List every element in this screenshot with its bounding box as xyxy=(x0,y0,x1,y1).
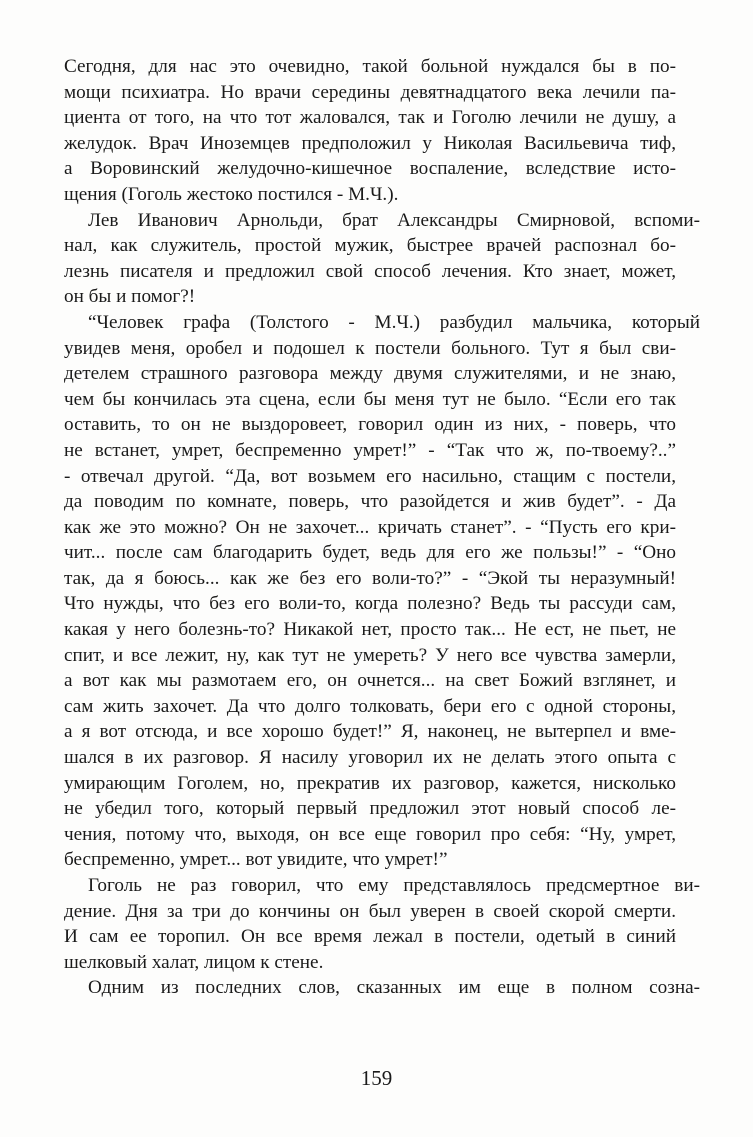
text-line: а я вот отсюда, и все хорошо будет!” Я, наконец, не вытерпел и вме- xyxy=(64,721,676,743)
text-line: чения, потому что, выходя, он все еще говорил про себя: “Ну, умрет, xyxy=(64,823,676,845)
text-line: шался в их разговор. Я насилу уговорил их не делать этого опыта с xyxy=(64,747,676,769)
text-line: да поводим по комнате, поверь, что разойдется и жив будет”. - Да xyxy=(64,491,676,513)
text-line: так, да я боюсь... как же без его воли-то?” - “Экой ты неразумный! xyxy=(64,567,676,589)
text-line: щения (Гоголь жестоко постился - М.Ч.). xyxy=(64,183,399,205)
text-line: циента от того, на что тот жаловался, так и Гоголю лечили не душу, а xyxy=(64,107,676,129)
text-line: Сегодня, для нас это очевидно, такой больной нуждался бы в по- xyxy=(64,56,676,77)
text-line: он бы и помог?! xyxy=(64,286,196,308)
text-line: Что нужды, что без его воли-то, когда полезно? Ведь ты рассуди сам, xyxy=(64,593,676,615)
text-line: спит, и все лежит, ну, как тут не умереть? У него все чувства замерли, xyxy=(64,644,676,666)
text-line: сам жить захочет. Да что долго толковать, бери его с одной стороны, xyxy=(64,695,676,717)
text-line: оставить, то он не выздоровеет, говорил один из них, - поверь, что xyxy=(64,414,676,436)
text-line: детелем страшного разговора между двумя служителями, и не знаю, xyxy=(64,363,676,385)
text-line: шелковый халат, лицом к стене. xyxy=(64,951,324,973)
text-line: чит... после сам благодарить будет, ведь для его же пользы!” - “Оно xyxy=(64,542,676,564)
text-line: - отвечал другой. “Да, вот возьмем его насильно, стащим с постели, xyxy=(64,465,676,487)
text-line: а вот как мы размотаем его, он очнется... на свет Божий взглянет, и xyxy=(64,670,676,692)
page-number: 159 xyxy=(360,1066,393,1090)
text-line: мощи психиатра. Но врачи середины девятнадцатого века лечили па- xyxy=(64,81,676,103)
paragraph-first-line: “Человек графа (Толстого - М.Ч.) разбудил мальчика, который xyxy=(88,311,700,333)
body-text xyxy=(64,54,700,1001)
text-line: как же это можно? Он не захочет... кричать станет”. - “Пусть его кри- xyxy=(64,516,676,538)
text-line: желудок. Врач Иноземцев предположил у Николая Васильевича тиф, xyxy=(64,132,676,154)
text-line: не встанет, умрет, беспременно умрет!” - “Так что ж, по-твоему?..” xyxy=(64,439,676,461)
text-line: лезнь писателя и предложил свой способ лечения. Кто знает, может, xyxy=(64,260,676,282)
text-line: какая у него болезнь-то? Никакой нет, просто так... Не ест, не пьет, не xyxy=(64,619,676,641)
text-line: не убедил того, который первый предложил этот новый способ ле- xyxy=(64,798,676,820)
paragraph-first-line: Гоголь не раз говорил, что ему представлялось предсмертное ви- xyxy=(88,875,700,896)
text-line: дение. Дня за три до кончины он был уверен в своей скорой смерти. xyxy=(64,900,676,922)
text-line: увидев меня, оробел и подошел к постели больного. Тут я был сви- xyxy=(64,337,676,359)
text-line: беспременно, умрет... вот увидите, что умрет!” xyxy=(64,849,448,871)
text-line: чем бы кончилась эта сцена, если бы меня тут не было. “Если его так xyxy=(64,388,676,410)
text-line: нал, как служитель, простой мужик, быстрее врачей распознал бо- xyxy=(64,235,676,257)
paragraph-first-line: Лев Иванович Арнольди, брат Александры Смирновой, вспоми- xyxy=(88,209,700,231)
paragraph-first-line: Одним из последних слов, сказанных им еще в полном созна- xyxy=(88,977,700,999)
text-line: умирающим Гоголем, но, прекратив их разговор, кажется, нисколько xyxy=(64,772,676,794)
text-line: И сам ее торопил. Он все время лежал в постели, одетый в синий xyxy=(64,926,676,948)
text-line: а Воровинский желудочно-кишечное воспаление, вследствие исто- xyxy=(64,158,676,180)
